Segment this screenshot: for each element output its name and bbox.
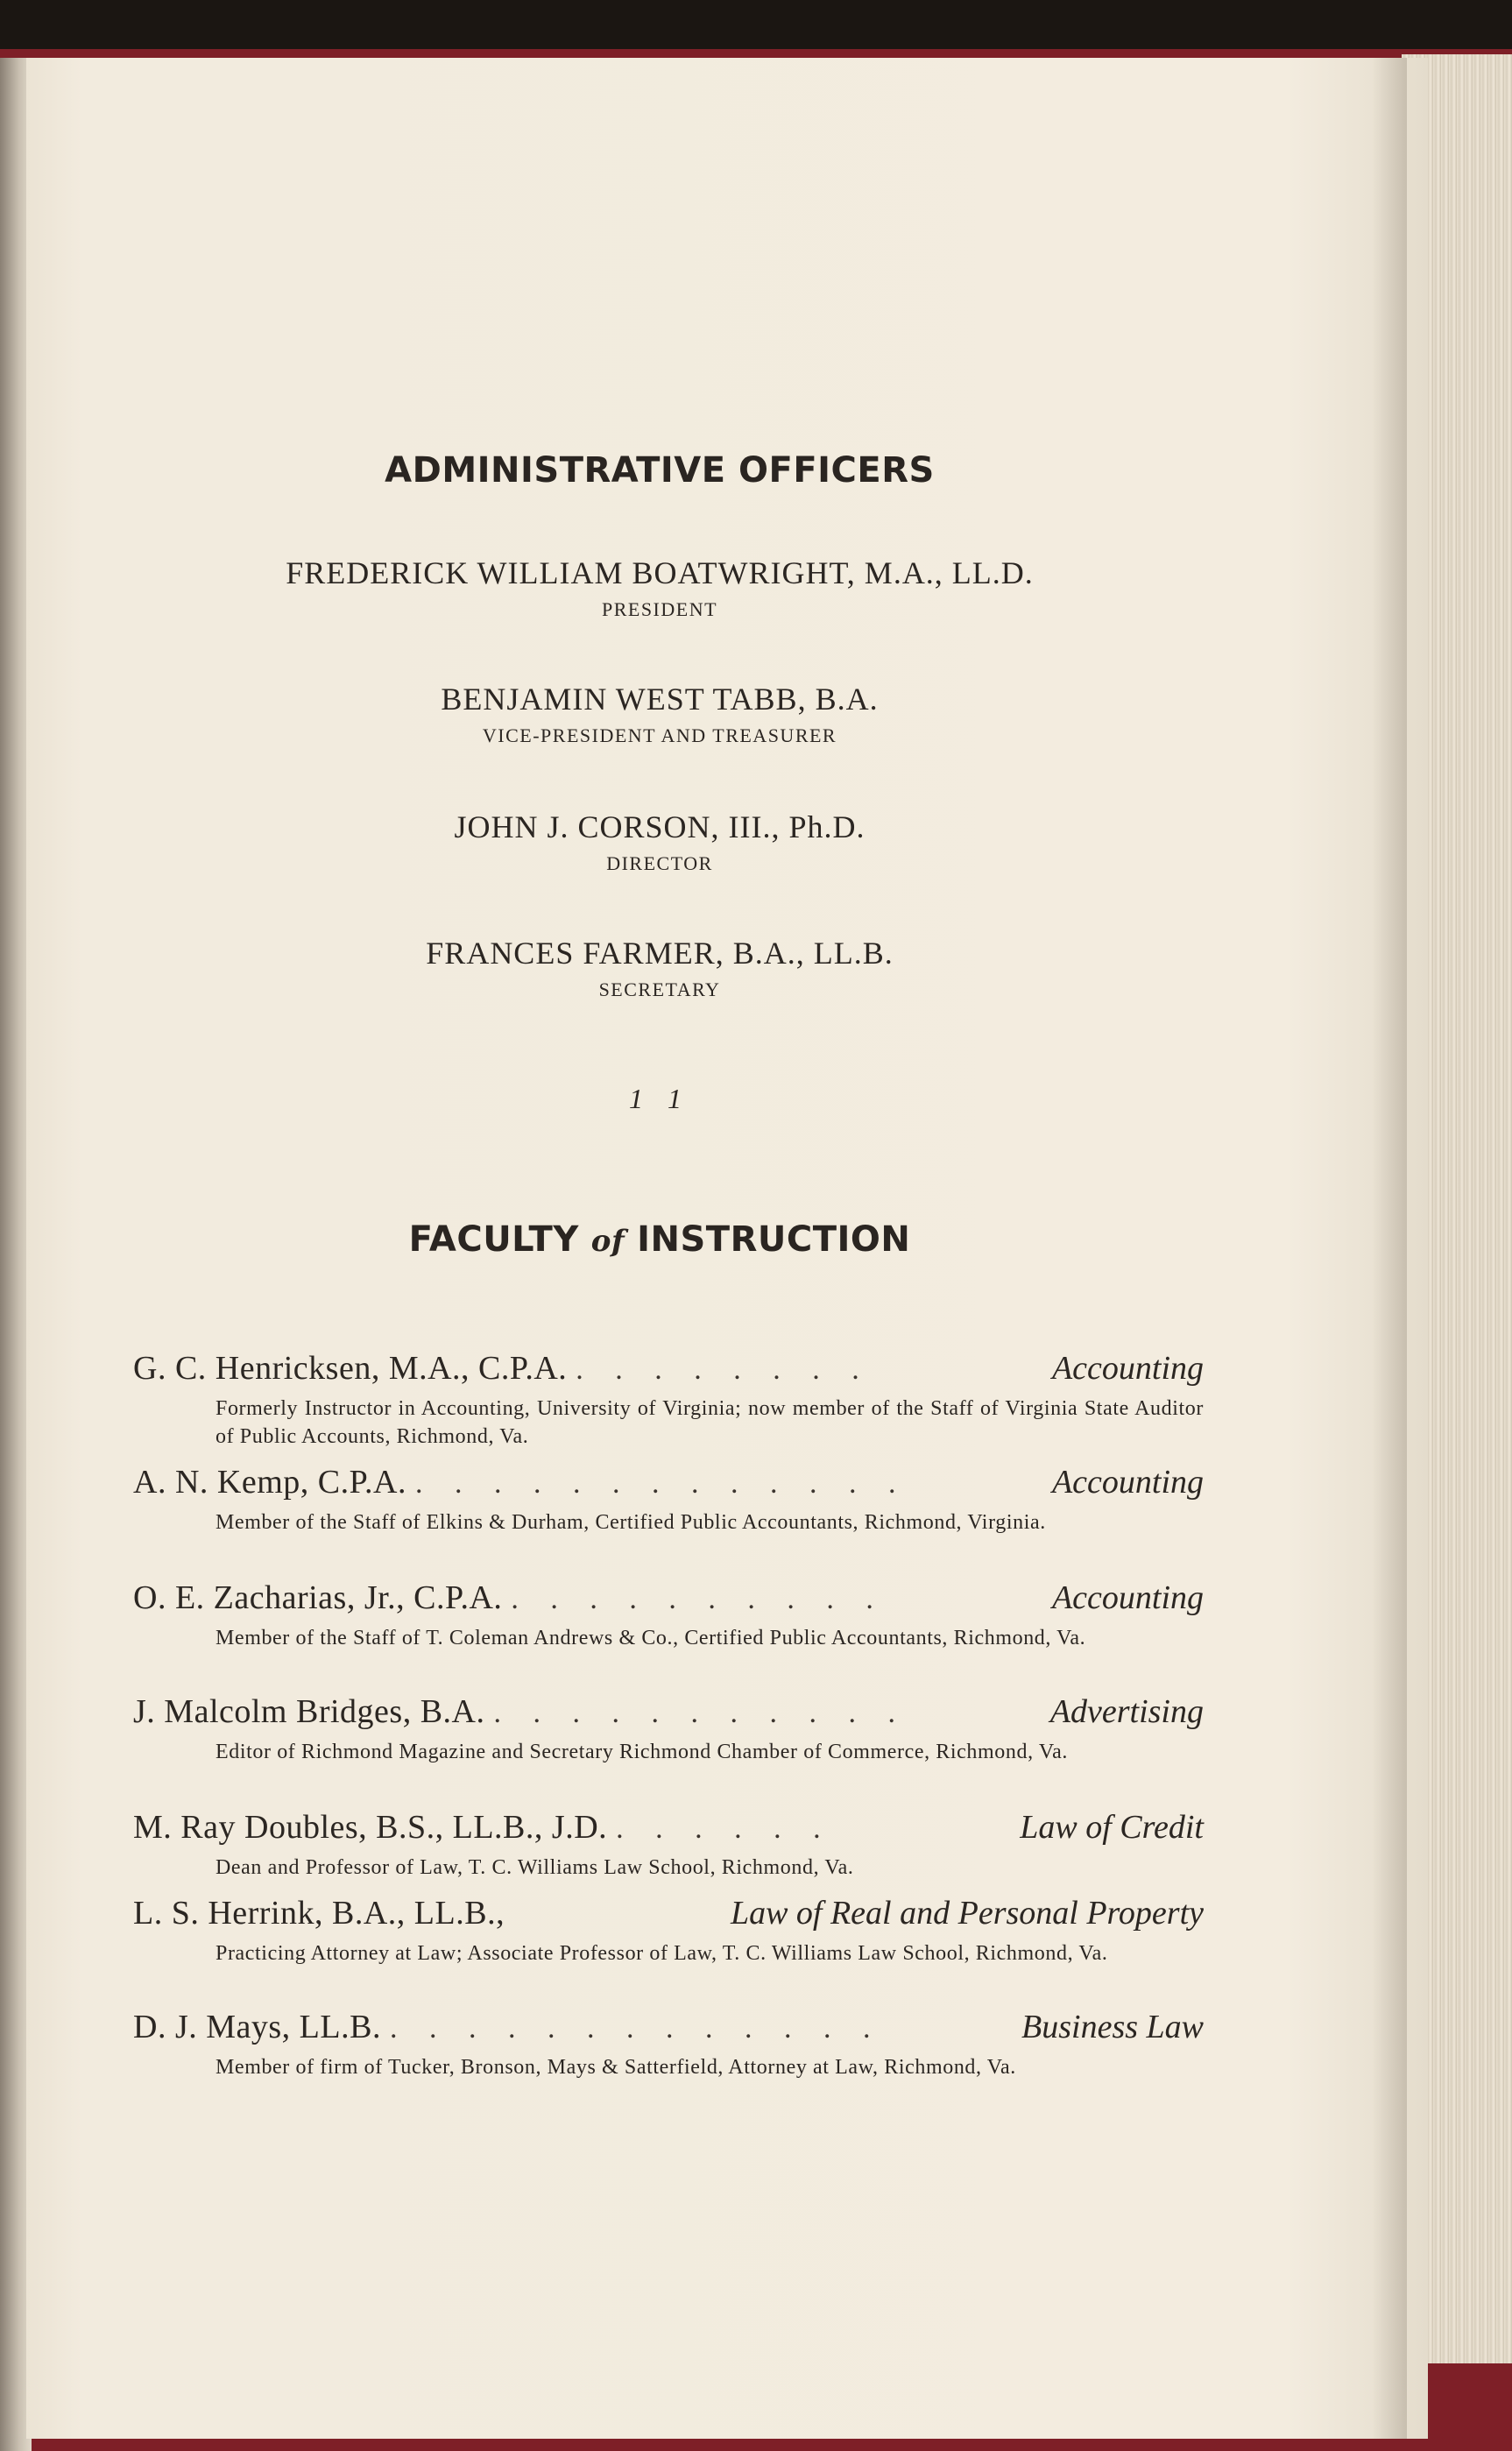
faculty-heading [26,1219,1293,1260]
officer-title: SECRETARY [598,978,721,1000]
officer-name: FRANCES FARMER, B.A., LL.B. [426,936,894,971]
faculty-entry [133,1692,1204,1766]
faculty-subject: Accounting [1051,1464,1204,1501]
officer-title: PRESIDENT [601,598,718,620]
faculty-heading-word: INSTRUCTION [637,1219,911,1260]
officer-entry [26,554,1293,624]
faculty-name: M. Ray Doubles, B.S., LL.B., J.D. [133,1809,608,1846]
faculty-subject: Law of Real and Personal Property [730,1895,1204,1932]
officer-name: BENJAMIN WEST TABB, B.A. [441,682,879,717]
faculty-description: Dean and Professor of Law, T. C. Williams Law School, Richmond, Va. [215,1856,854,1879]
page-curl-shadow [1372,58,1407,2439]
faculty-description: Member of the Staff of Elkins & Durham, Certified Public Accountants, Richmond, Virginia. [215,1511,1046,1534]
faculty-entry [133,1579,1204,1652]
faculty-name: D. J. Mays, LL.B. [133,2009,381,2045]
faculty-name: G. C. Henricksen, M.A., C.P.A. [133,1350,568,1387]
faculty-description: Practicing Attorney at Law; Associate Professor of Law, T. C. Williams Law School, Richmond, Va. [215,1942,1108,1965]
officer-name: JOHN J. CORSON, III., Ph.D. [454,809,866,844]
leader-dots: . . . . . . . . [576,1353,872,1386]
section-ornament: 1 1 [629,1083,690,1114]
leader-dots: . . . . . . . . . . . . . [414,1467,908,1500]
faculty-subject: Law of Credit [1020,1809,1204,1846]
faculty-name: O. E. Zacharias, Jr., C.P.A. [133,1579,503,1616]
faculty-heading-word: FACULTY [408,1219,579,1260]
faculty-description: Editor of Richmond Magazine and Secretary Richmond Chamber of Commerce, Richmond, Va. [215,1741,1068,1763]
faculty-entry [133,1349,1204,1451]
faculty-entry [133,2008,1204,2081]
administrative-officers-heading: ADMINISTRATIVE OFFICERS [385,450,935,491]
faculty-subject: Accounting [1051,1350,1204,1387]
officer-name: FREDERICK WILLIAM BOATWRIGHT, M.A., LL.D. [286,555,1034,590]
faculty-entry [133,1808,1204,1882]
faculty-heading-of: of [590,1224,625,1259]
leader-dots: . . . . . . . . . . . [493,1697,908,1729]
faculty-description: Member of the Staff of T. Coleman Andrews & Co., Certified Public Accountants, Richmond, Va. [215,1627,1086,1649]
faculty-subject: Business Law [1021,2009,1204,2045]
faculty-entry [133,1463,1204,1536]
book-page [26,58,1428,2439]
faculty-name: A. N. Kemp, C.P.A. [133,1464,406,1501]
officer-title: DIRECTOR [606,852,713,874]
officer-entry [26,680,1293,750]
faculty-description: Formerly Instructor in Accounting, University of Virginia; now member of the Staff of Virginia State Auditor of Public Accounts, Richmond, Va. [215,1397,1204,1448]
faculty-entry [133,1894,1204,1967]
officer-entry [26,808,1293,878]
leader-dots: . . . . . . [616,1812,833,1845]
officer-entry [26,934,1293,1004]
faculty-name: J. Malcolm Bridges, B.A. [133,1693,485,1730]
faculty-name: L. S. Herrink, B.A., LL.B., [133,1895,505,1932]
faculty-subject: Advertising [1049,1693,1204,1730]
leader-dots: . . . . . . . . . . [511,1583,886,1615]
leader-dots: . . . . . . . . . . . . . [389,2012,883,2045]
faculty-description: Member of firm of Tucker, Bronson, Mays & Satterfield, Attorney at Law, Richmond, Va. [215,2056,1016,2079]
officer-title: VICE-PRESIDENT AND TREASURER [482,724,837,746]
faculty-subject: Accounting [1051,1579,1204,1616]
